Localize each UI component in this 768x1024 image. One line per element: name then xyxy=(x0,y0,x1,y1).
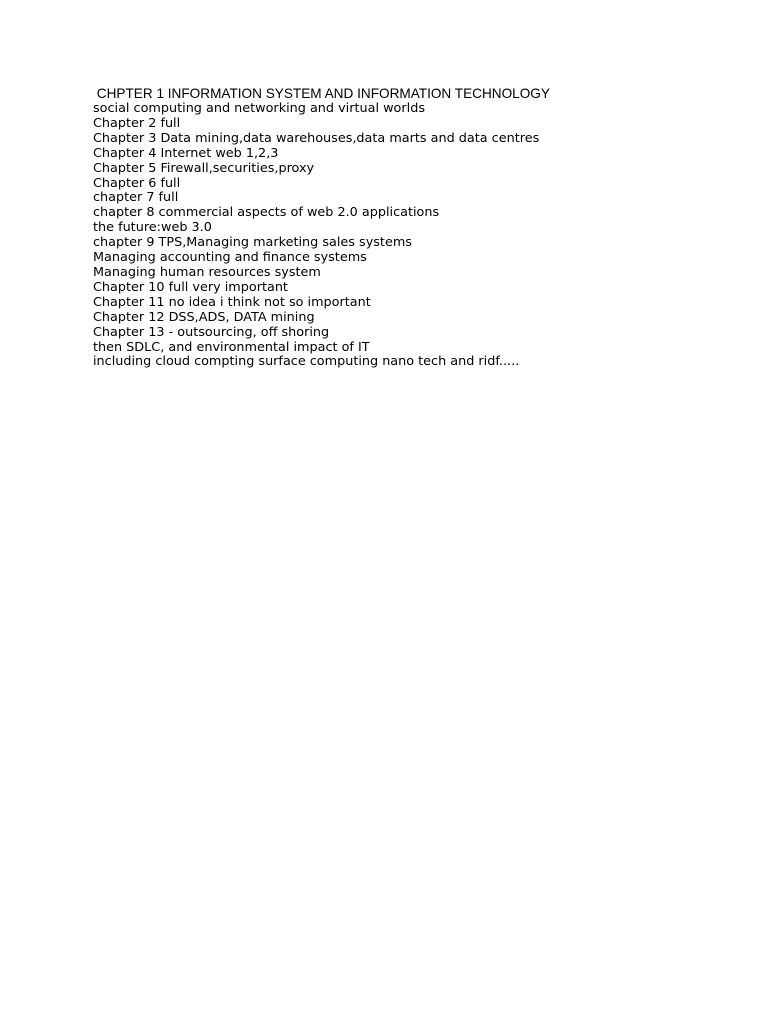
text-line: Managing accounting and finance systems xyxy=(93,250,367,266)
document-heading: CHPTER 1 INFORMATION SYSTEM AND INFORMATION TECHNOLOGY xyxy=(93,86,550,101)
document-body xyxy=(93,86,733,370)
text-line: chapter 8 commercial aspects of web 2.0 applications xyxy=(93,205,440,221)
chapter-notes-list xyxy=(93,102,733,370)
text-line: Chapter 11 no idea i think not so important xyxy=(93,294,371,310)
text-line: Chapter 2 full xyxy=(93,115,181,131)
text-line: chapter 7 full xyxy=(93,190,179,206)
text-line: the future:web 3.0 xyxy=(93,220,212,236)
text-line: Chapter 13 - outsourcing, off shoring xyxy=(93,324,330,340)
text-line: Chapter 10 full very important xyxy=(93,279,288,295)
text-line: social computing and networking and virtual worlds xyxy=(93,101,425,116)
text-line: chapter 9 TPS,Managing marketing sales systems xyxy=(93,235,412,251)
text-line: Chapter 4 Internet web 1,2,3 xyxy=(93,145,279,161)
text-line: Chapter 5 Firewall,securities,proxy xyxy=(93,160,315,176)
text-line: then SDLC, and environmental impact of IT xyxy=(93,339,370,355)
text-line: Chapter 3 Data mining,data warehouses,data marts and data centres xyxy=(93,130,540,146)
text-line: Chapter 12 DSS,ADS, DATA mining xyxy=(93,309,315,325)
text-line: Managing human resources system xyxy=(93,264,321,280)
text-line: including cloud compting surface computing nano tech and ridf..... xyxy=(93,354,520,370)
text-line: Chapter 6 full xyxy=(93,175,181,191)
